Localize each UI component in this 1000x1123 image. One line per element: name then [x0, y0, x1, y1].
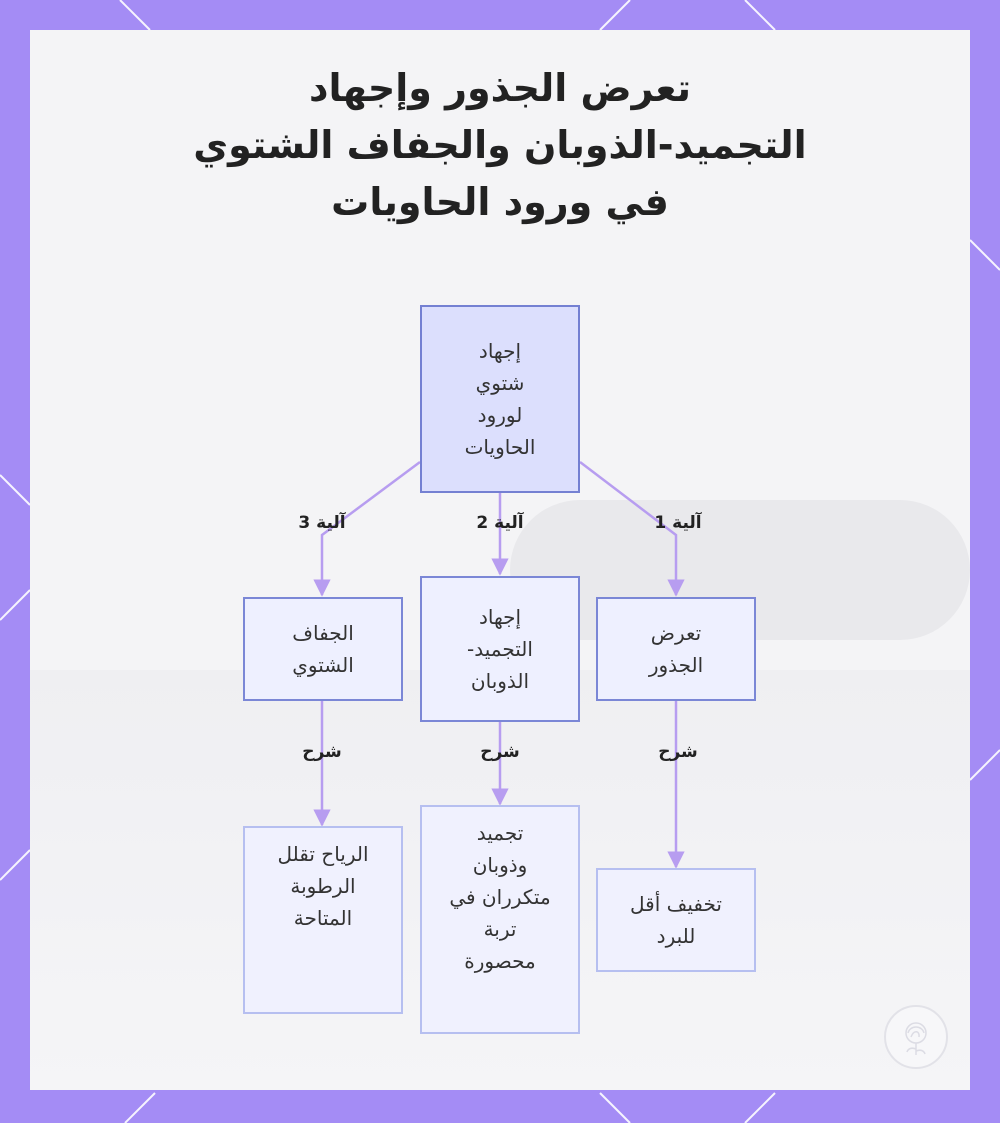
- edge-label-mechanism-1: آلية 1: [654, 513, 702, 533]
- edge-label-explanation-3: شرح: [302, 742, 342, 762]
- node-root-winter-stress: [420, 305, 580, 493]
- watermark-logo: [884, 1005, 948, 1069]
- title-line-3: في ورود الحاويات: [331, 180, 669, 224]
- node-explanation-1-label: تخفيف أقل للبرد: [630, 892, 722, 948]
- node-explanation-2-label: تجميد وذوبان متكرران في تربة محصورة: [449, 821, 551, 973]
- node-explanation-2: [420, 805, 580, 1034]
- node-root-label: إجهاد شتوي لورود الحاويات: [464, 339, 536, 459]
- rose-logo-icon: [886, 1007, 946, 1067]
- edge-label-mechanism-3: آلية 3: [298, 513, 346, 533]
- title-line-1: تعرض الجذور وإجهاد: [309, 66, 691, 110]
- node-explanation-1: [596, 868, 756, 972]
- node-explanation-3-label: الرياح تقلل الرطوبة المتاحة: [277, 842, 369, 930]
- node-mechanism-2: [420, 576, 580, 722]
- node-mechanism-3-label: الجفاف الشتوي: [292, 621, 354, 677]
- edge-label-explanation-1: شرح: [658, 742, 698, 762]
- node-mechanism-3: [243, 597, 403, 701]
- node-mechanism-2-label: إجهاد التجميد- الذوبان: [467, 605, 533, 693]
- node-mechanism-1: [596, 597, 756, 701]
- title-line-2: التجميد-الذوبان والجفاف الشتوي: [193, 123, 807, 167]
- node-explanation-3: [243, 826, 403, 1014]
- edge-label-explanation-2: شرح: [480, 742, 520, 762]
- node-mechanism-1-label: تعرض الجذور: [648, 621, 704, 677]
- edge-label-mechanism-2: آلية 2: [476, 513, 524, 533]
